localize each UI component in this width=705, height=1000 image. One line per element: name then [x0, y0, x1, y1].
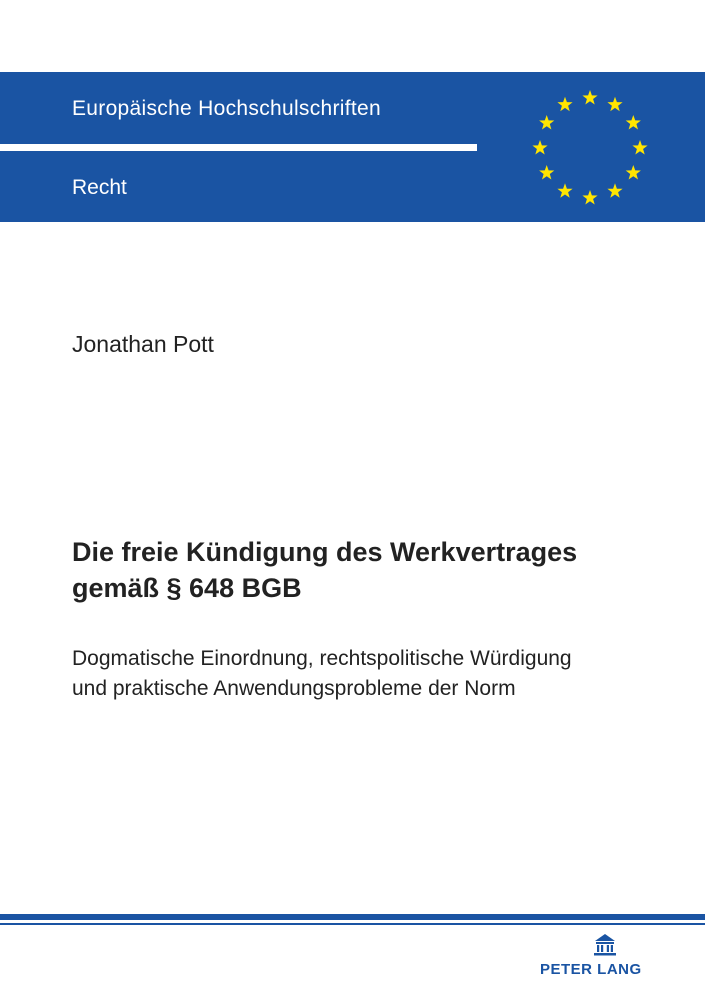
star-icon [607, 183, 622, 198]
star-icon [539, 115, 554, 130]
star-icon [582, 90, 597, 105]
star-icon [626, 115, 641, 130]
book-subtitle [72, 644, 682, 704]
star-icon [539, 165, 554, 180]
star-icon [557, 183, 572, 198]
book-title [72, 534, 672, 606]
book-subtitle-line-1: Dogmatische Einordnung, rechtspolitische Würdigung [72, 647, 572, 670]
peter-lang-temple-logo-icon [585, 933, 625, 957]
book-title-line-2: gemäß § 648 BGB [72, 573, 302, 603]
star-icon [632, 140, 647, 155]
series-subject: Recht [72, 176, 127, 199]
publisher-name: PETER LANG [540, 961, 642, 978]
series-title: Europäische Hochschulschriften [72, 97, 381, 120]
banner-divider [0, 144, 477, 151]
eu-stars-icon [525, 83, 655, 213]
book-subtitle-line-2: und praktische Anwendungsprobleme der Norm [72, 677, 516, 700]
footer-band-thin [0, 923, 705, 925]
star-icon [582, 190, 597, 205]
book-title-line-1: Die freie Kündigung des Werkvertrages [72, 537, 578, 567]
star-icon [532, 140, 547, 155]
star-icon [607, 97, 622, 112]
star-icon [557, 97, 572, 112]
footer-band [0, 914, 705, 920]
author-name: Jonathan Pott [72, 331, 214, 357]
star-icon [626, 165, 641, 180]
